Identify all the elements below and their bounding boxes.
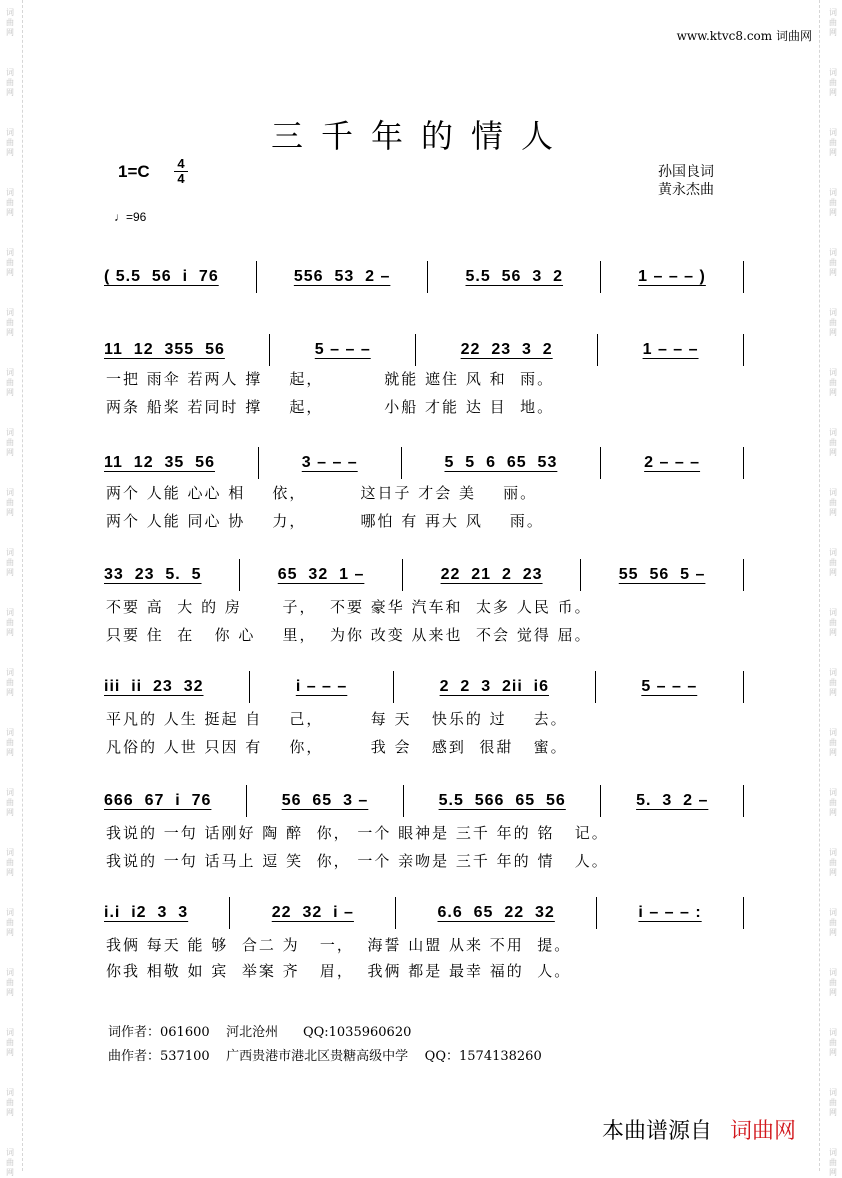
watermark-text: 词 曲 网 bbox=[6, 1088, 14, 1117]
watermark-text: 词 曲 网 bbox=[6, 668, 14, 697]
barline bbox=[596, 897, 597, 929]
watermark-text: 词 曲 网 bbox=[6, 428, 14, 457]
measure: 5.5 566 65 56 bbox=[438, 792, 566, 809]
watermark-text: 词 曲 网 bbox=[6, 188, 14, 217]
barline bbox=[743, 334, 744, 366]
barline bbox=[401, 447, 402, 479]
barline bbox=[743, 261, 744, 293]
key-signature: 1=C bbox=[118, 162, 150, 181]
watermark-text: 词 曲 网 bbox=[6, 968, 14, 997]
watermark-text: 词 曲 网 bbox=[6, 488, 14, 517]
watermark-text: 词 曲 网 bbox=[6, 128, 14, 157]
lyric-line-verse-2: 两条 船桨 若同时 撑 起， 小船 才能 达 目 地。 bbox=[106, 398, 555, 416]
lyric-line-verse-2: 两个 人能 同心 协 力， 哪怕 有 再大 风 雨。 bbox=[106, 512, 544, 530]
lyric-line-verse-1: 两个 人能 心心 相 依， 这日子 才会 美 丽。 bbox=[106, 484, 538, 502]
notation-line bbox=[104, 333, 744, 367]
measure: 5.5 56 3 2 bbox=[465, 268, 564, 285]
watermark-text: 词 曲 网 bbox=[829, 788, 837, 817]
measure: i.i i2 3 3 bbox=[104, 904, 189, 921]
barline bbox=[600, 785, 601, 817]
watermark-text: 词 曲 网 bbox=[829, 908, 837, 937]
watermark-text: 词 曲 网 bbox=[829, 68, 837, 97]
barline bbox=[600, 447, 601, 479]
measure: iii ii 23 32 bbox=[104, 678, 204, 695]
measure: 22 23 3 2 bbox=[460, 341, 553, 358]
barline bbox=[256, 261, 257, 293]
watermark-text: 词 曲 网 bbox=[6, 548, 14, 577]
time-signature-top: 4 bbox=[177, 156, 185, 171]
measure: i – – – bbox=[295, 678, 348, 695]
lyric-line-verse-1: 我说的 一句 话刚好 陶 醉 你， 一个 眼神是 三千 年的 铭 记。 bbox=[106, 824, 609, 842]
lyric-line-verse-1: 不要 高 大 的 房 子， 不要 豪华 汽车和 太多 人民 币。 bbox=[106, 598, 592, 616]
watermark-text: 词 曲 网 bbox=[6, 8, 14, 37]
notation-line bbox=[104, 896, 744, 930]
barline bbox=[393, 671, 394, 703]
watermark-text: 词 曲 网 bbox=[829, 188, 837, 217]
measure: ( 5.5 56 i 76 bbox=[104, 268, 219, 285]
watermark-text: 词 曲 网 bbox=[829, 1148, 837, 1177]
barline bbox=[743, 447, 744, 479]
watermark-text: 词 曲 网 bbox=[6, 728, 14, 757]
lyric-line-verse-1: 一把 雨伞 若两人 撑 起， 就能 遮住 风 和 雨。 bbox=[106, 370, 555, 388]
measure: 5 5 6 65 53 bbox=[444, 454, 558, 471]
measure: 5 – – – bbox=[641, 678, 698, 695]
lyric-line-verse-2: 我说的 一句 话马上 逗 笑 你， 一个 亲吻是 三千 年的 情 人。 bbox=[106, 852, 609, 870]
barline bbox=[427, 261, 428, 293]
measure: i – – – : bbox=[638, 904, 702, 921]
measure: 22 21 2 23 bbox=[440, 566, 543, 583]
barline bbox=[269, 334, 270, 366]
notation-line bbox=[104, 260, 744, 294]
lyric-line-verse-1: 平凡的 人生 挺起 自 己， 每 天 快乐的 过 去。 bbox=[106, 710, 568, 728]
lyric-line-verse-2: 你我 相敬 如 宾 举案 齐 眉， 我俩 都是 最幸 福的 人。 bbox=[106, 962, 572, 980]
notation-line bbox=[104, 446, 744, 480]
watermark-text: 词 曲 网 bbox=[829, 968, 837, 997]
source-label: 本曲谱源自 bbox=[601, 1119, 712, 1144]
time-signature-bottom: 4 bbox=[174, 171, 188, 186]
barline bbox=[595, 671, 596, 703]
tempo-marking: ♩=96 bbox=[114, 210, 147, 224]
lyricist-credit: 孙国良词 bbox=[658, 164, 714, 180]
composer-info: 曲作者：537100 广西贵港市港北区贵糖高级中学 QQ：1574138260 bbox=[108, 1049, 542, 1064]
measure: 65 32 1 – bbox=[277, 566, 365, 583]
notation-line bbox=[104, 558, 744, 592]
source-brand: 词曲网 bbox=[729, 1119, 796, 1144]
barline bbox=[239, 559, 240, 591]
watermark-text: 词 曲 网 bbox=[6, 788, 14, 817]
barline bbox=[402, 559, 403, 591]
watermark-text: 词 曲 网 bbox=[829, 428, 837, 457]
watermark-text: 词 曲 网 bbox=[829, 368, 837, 397]
measure: 2 2 3 2ii i6 bbox=[439, 678, 549, 695]
lyricist-info: 词作者：061600 河北沧州 QQ:1035960620 bbox=[108, 1025, 412, 1040]
watermark-text: 词 曲 网 bbox=[829, 1028, 837, 1057]
watermark-text: 词 曲 网 bbox=[829, 248, 837, 277]
barline bbox=[597, 334, 598, 366]
watermark-text: 词 曲 网 bbox=[6, 608, 14, 637]
time-signature bbox=[174, 157, 188, 186]
barline bbox=[246, 785, 247, 817]
measure: 1 – – – ) bbox=[638, 268, 706, 285]
watermark-text: 词 曲 网 bbox=[829, 548, 837, 577]
watermark-text: 词 曲 网 bbox=[6, 248, 14, 277]
barline bbox=[743, 559, 744, 591]
barline bbox=[395, 897, 396, 929]
barline bbox=[403, 785, 404, 817]
song-credits bbox=[658, 163, 714, 199]
measure: 56 65 3 – bbox=[281, 792, 369, 809]
lyric-line-verse-2: 凡俗的 人世 只因 有 你， 我 会 感到 很甜 蜜。 bbox=[106, 738, 568, 756]
watermark-text: 词 曲 网 bbox=[829, 728, 837, 757]
watermark-text: 词 曲 网 bbox=[829, 668, 837, 697]
measure: 22 32 i – bbox=[271, 904, 354, 921]
barline bbox=[600, 261, 601, 293]
watermark-text: 词 曲 网 bbox=[829, 128, 837, 157]
site-header bbox=[677, 27, 812, 44]
barline bbox=[249, 671, 250, 703]
barline bbox=[743, 785, 744, 817]
measure: 2 – – – bbox=[644, 454, 701, 471]
watermark-text: 词 曲 网 bbox=[829, 8, 837, 37]
measure: 55 56 5 – bbox=[618, 566, 706, 583]
measure: 5. 3 2 – bbox=[636, 792, 709, 809]
barline bbox=[580, 559, 581, 591]
notation-line bbox=[104, 670, 744, 704]
right-watermark-strip bbox=[819, 0, 842, 1177]
watermark-text: 词 曲 网 bbox=[6, 908, 14, 937]
measure: 6.6 65 22 32 bbox=[437, 904, 555, 921]
watermark-text: 词 曲 网 bbox=[829, 488, 837, 517]
measure: 1 – – – bbox=[642, 341, 699, 358]
measure: 11 12 355 56 bbox=[104, 341, 225, 358]
measure: 5 – – – bbox=[314, 341, 371, 358]
watermark-text: 词 曲 网 bbox=[6, 308, 14, 337]
watermark-text: 词 曲 网 bbox=[6, 68, 14, 97]
lyric-line-verse-2: 只要 住 在 你 心 里， 为你 改变 从来也 不会 觉得 屈。 bbox=[106, 626, 592, 644]
barline bbox=[415, 334, 416, 366]
left-watermark-strip bbox=[0, 0, 23, 1177]
song-title: 三千年的情人 bbox=[270, 117, 571, 156]
watermark-text: 词 曲 网 bbox=[829, 1088, 837, 1117]
watermark-text: 词 曲 网 bbox=[6, 1028, 14, 1057]
site-name: 词曲网 bbox=[775, 29, 812, 43]
measure: 3 – – – bbox=[301, 454, 358, 471]
watermark-text: 词 曲 网 bbox=[829, 608, 837, 637]
lyric-line-verse-1: 我俩 每天 能 够 合二 为 一， 海誓 山盟 从来 不用 提。 bbox=[106, 936, 572, 954]
measure: 33 23 5. 5 bbox=[104, 566, 202, 583]
barline bbox=[743, 897, 744, 929]
watermark-text: 词 曲 网 bbox=[6, 848, 14, 877]
barline bbox=[229, 897, 230, 929]
measure: 556 53 2 – bbox=[293, 268, 391, 285]
barline bbox=[743, 671, 744, 703]
measure: 11 12 35 56 bbox=[104, 454, 215, 471]
watermark-text: 词 曲 网 bbox=[829, 848, 837, 877]
composer-credit: 黄永杰曲 bbox=[658, 182, 714, 198]
watermark-text: 词 曲 网 bbox=[6, 368, 14, 397]
watermark-text: 词 曲 网 bbox=[829, 308, 837, 337]
notation-line bbox=[104, 784, 744, 818]
measure: 666 67 i 76 bbox=[104, 792, 212, 809]
site-url: www.ktvc8.com bbox=[676, 29, 773, 43]
source-attribution bbox=[602, 1114, 796, 1145]
barline bbox=[258, 447, 259, 479]
watermark-text: 词 曲 网 bbox=[6, 1148, 14, 1177]
